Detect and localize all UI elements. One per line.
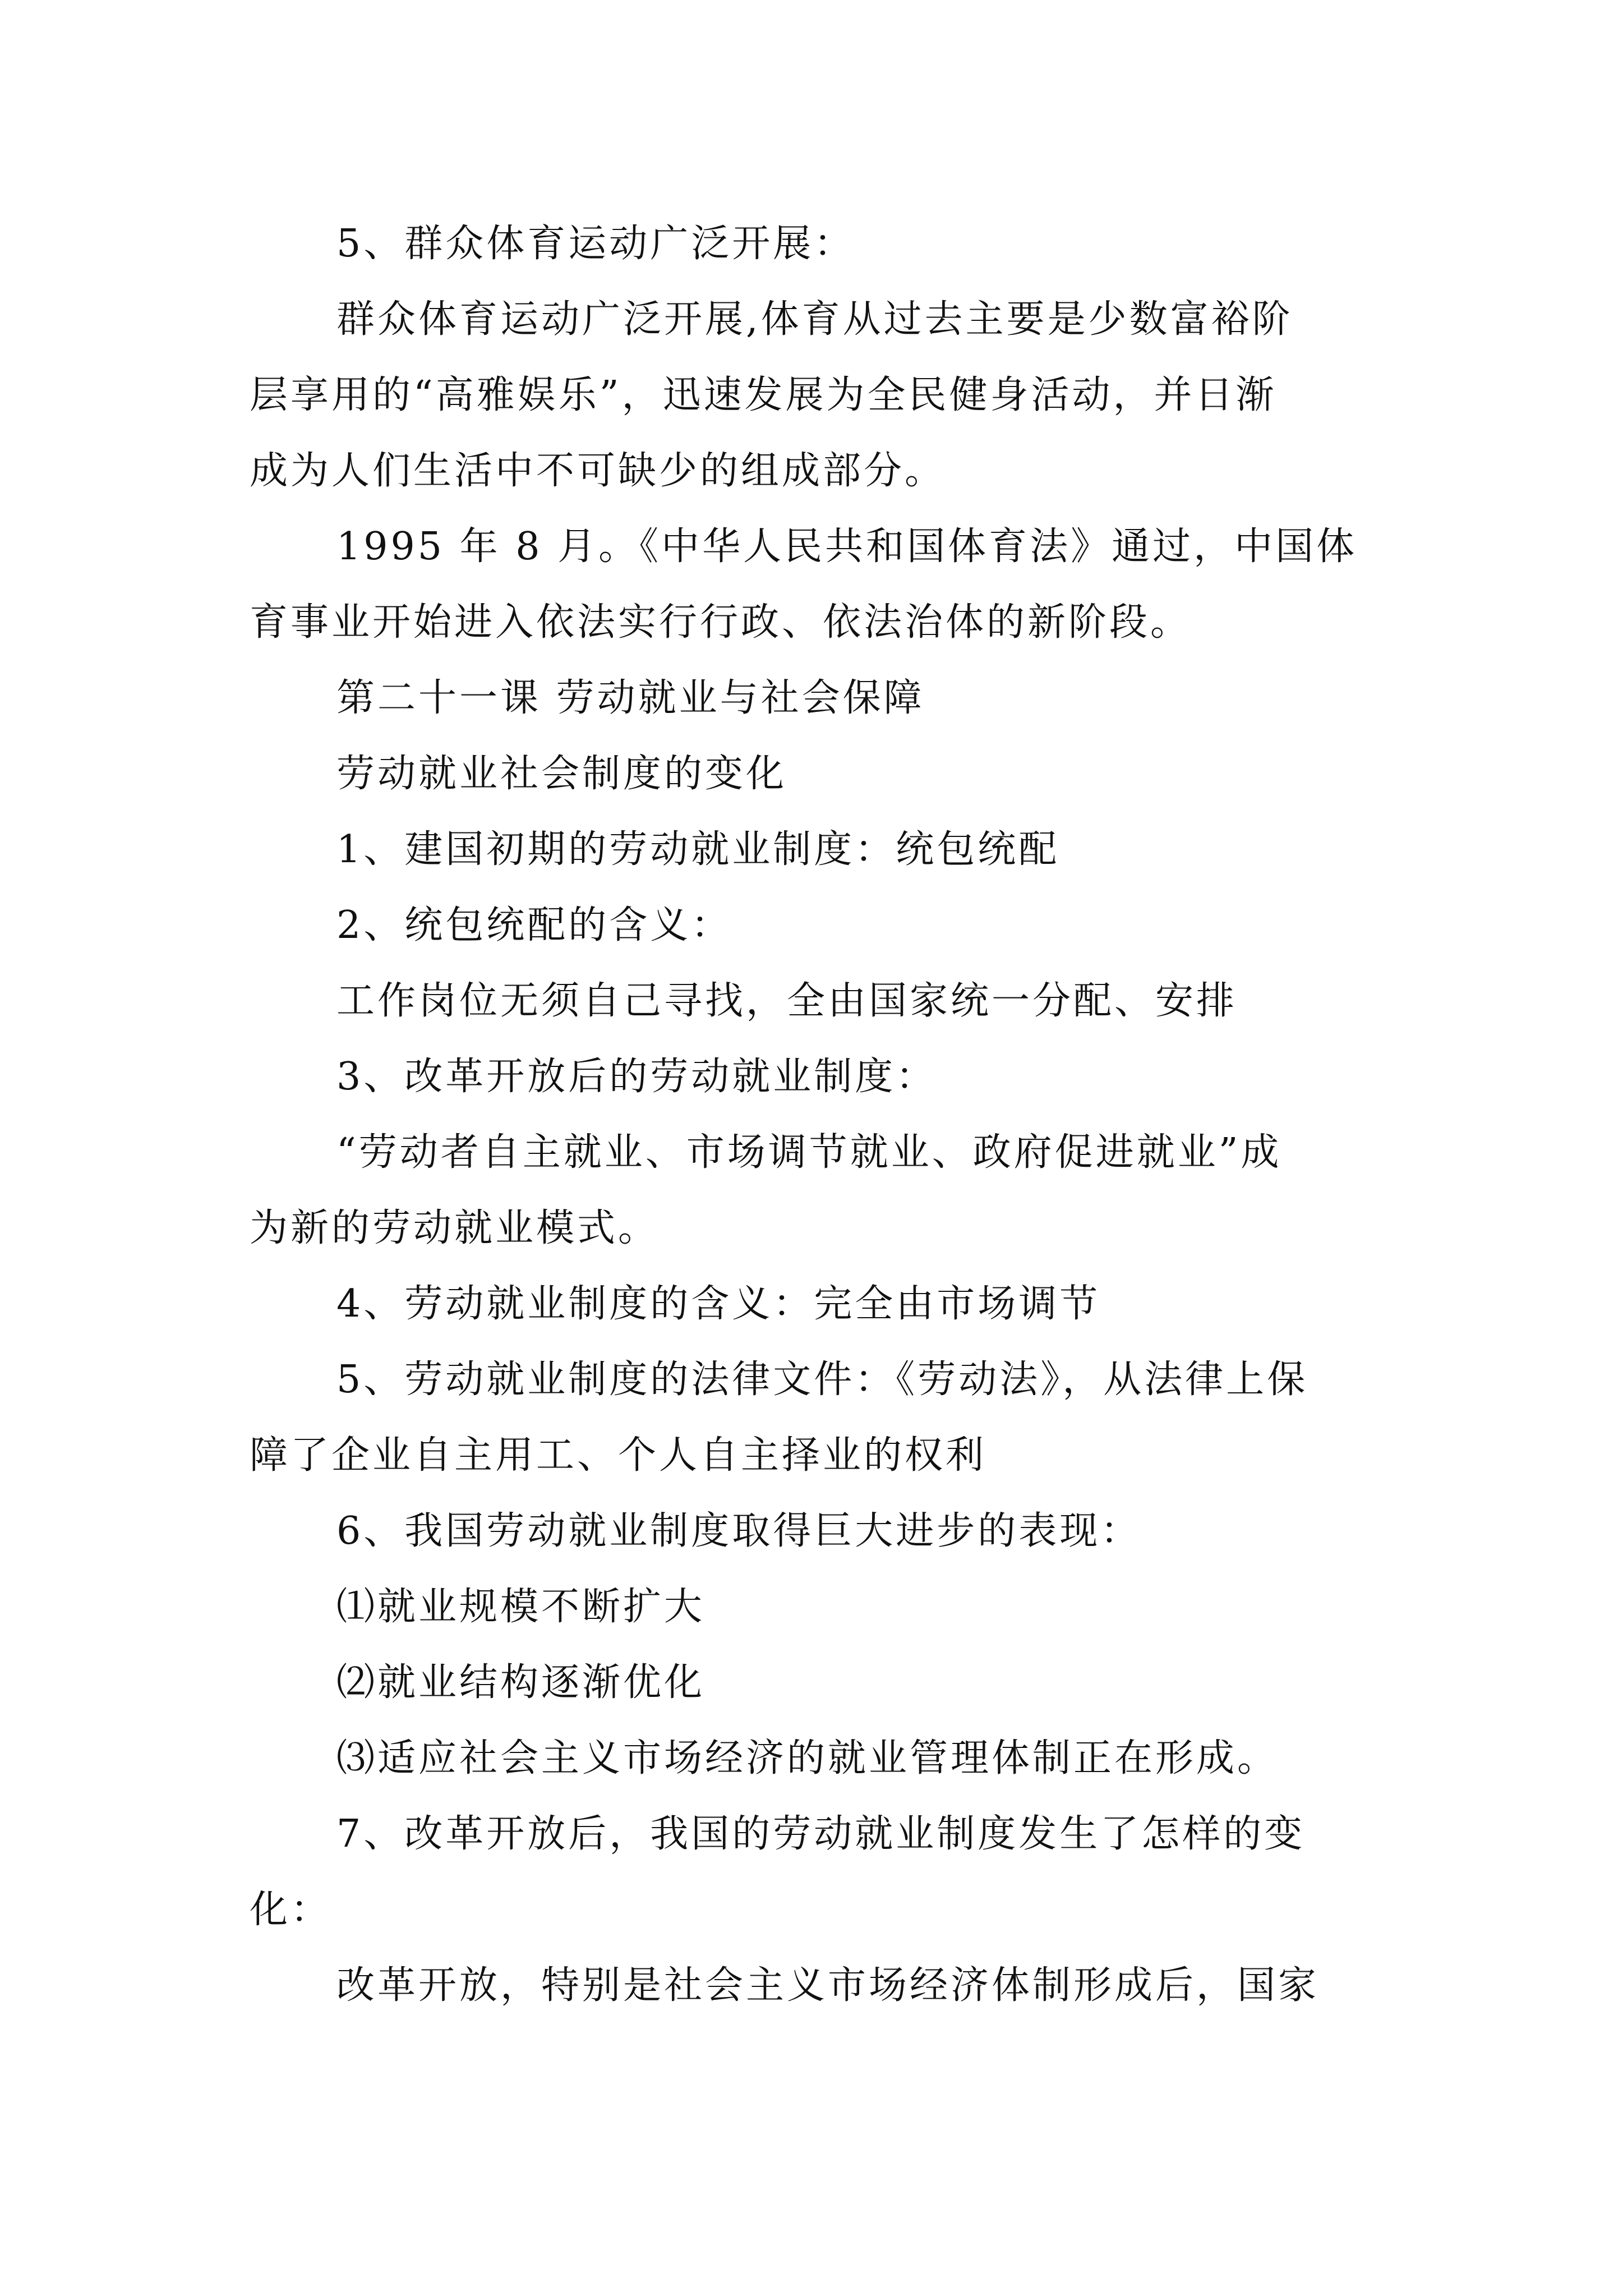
text-line: 6、我国劳动就业制度取得巨大进步的表现：: [336, 1509, 1142, 1553]
text-line: 改革开放，特别是社会主义市场经济体制形成后，国家: [336, 1963, 1320, 2008]
text-line: 障了企业自主用工、个人自主择业的权利: [250, 1433, 987, 1478]
text-line: 3、改革开放后的劳动就业制度：: [336, 1055, 937, 1099]
text-line: ⑴就业规模不断扩大: [336, 1585, 706, 1629]
text-line: 工作岗位无须自己寻找，全由国家统一分配、安排: [336, 979, 1238, 1023]
text-line: 1995 年 8 月。《中华人民共和国体育法》通过，中国体: [336, 524, 1358, 569]
text-line: 5、群众体育运动广泛开展：: [336, 222, 855, 266]
text-line: 育事业开始进入依法实行行政、依法治体的新阶段。: [250, 600, 1192, 645]
section-heading: 第二十一课 劳动就业与社会保障: [336, 676, 925, 720]
text-line: 化：: [250, 1888, 332, 1932]
text-line: 为新的劳动就业模式。: [250, 1206, 660, 1250]
text-line: 4、劳动就业制度的含义：完全由市场调节: [336, 1282, 1101, 1326]
text-line: 群众体育运动广泛开展,体育从过去主要是少数富裕阶: [336, 297, 1293, 342]
text-line: 5、劳动就业制度的法律文件：《劳动法》，从法律上保: [336, 1358, 1308, 1402]
text-line: ⑶适应社会主义市场经济的就业管理体制正在形成。: [336, 1736, 1279, 1780]
text-line: “劳动者自主就业、市场调节就业、政府促进就业”成: [336, 1130, 1282, 1175]
text-line: 7、改革开放后，我国的劳动就业制度发生了怎样的变: [336, 1812, 1306, 1856]
text-line: 层享用的“高雅娱乐”，迅速发展为全民健身活动，并日渐: [250, 373, 1277, 417]
text-line: ⑵就业结构逐渐优化: [336, 1660, 706, 1705]
text-line: 1、建国初期的劳动就业制度：统包统配: [336, 827, 1060, 872]
text-line: 劳动就业社会制度的变化: [336, 752, 787, 796]
text-line: 成为人们生活中不可缺少的组成部分。: [250, 449, 946, 493]
text-line: 2、统包统配的含义：: [336, 903, 732, 947]
